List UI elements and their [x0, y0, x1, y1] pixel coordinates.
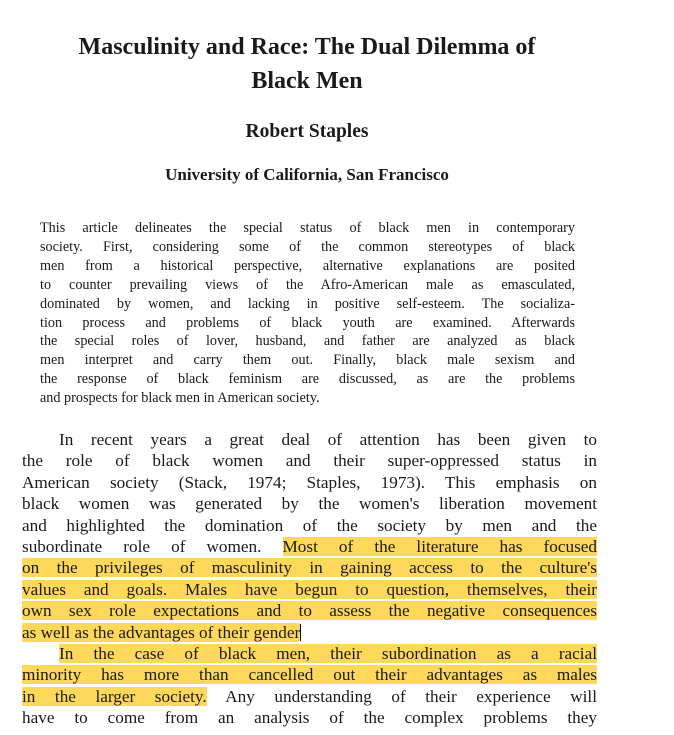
body-line	[22, 600, 597, 621]
body-line	[22, 686, 597, 707]
abstract-line: the response of black feminism are discussed, as are the problems	[40, 371, 575, 388]
article-title-line-1: Masculinity and Race: The Dual Dilemma of	[78, 34, 536, 60]
highlighted-text[interactable]: in the larger society.	[22, 686, 207, 706]
abstract-line: to counter prevailing views of the Afro-American male as emasculated,	[40, 276, 575, 293]
highlighted-text[interactable]: In the case of black men, their subordination as a racial	[59, 644, 597, 664]
body-line	[22, 536, 597, 557]
text-cursor	[300, 624, 301, 641]
author-affiliation: University of California, San Francisco	[165, 165, 449, 184]
abstract-line: men from a historical perspective, alternative explanations are posited	[40, 257, 575, 274]
highlighted-text[interactable]: Most of the literature has focused	[282, 537, 598, 557]
highlighted-text[interactable]: on the privileges of masculinity in gaining access to the culture's	[22, 558, 597, 578]
abstract-line: tion process and problems of black youth are examined. Afterwards	[40, 314, 575, 331]
highlighted-text[interactable]: as well as the advantages of their gender	[22, 622, 301, 642]
body-line: have to come from an analysis of the complex problems they	[22, 708, 597, 728]
abstract	[40, 219, 575, 408]
abstract-line: the special roles of lover, husband, and father are analyzed as black	[40, 333, 575, 350]
body-line: the role of black women and their super-oppressed status in	[22, 451, 597, 471]
body-line	[22, 643, 597, 664]
body-text	[22, 429, 597, 729]
article-title-line-2: Black Men	[251, 68, 363, 94]
body-line	[22, 579, 597, 600]
highlighted-text[interactable]: own sex role expectations and to assess the negative consequences	[22, 601, 597, 621]
body-text-plain: subordinate role of women.	[22, 537, 283, 557]
abstract-line: and prospects for black men in American society.	[40, 390, 320, 407]
body-line: and highlighted the domination of the society by men and the	[22, 515, 597, 535]
body-text-plain: Any understanding of their experience will	[206, 686, 597, 706]
abstract-line: dominated by women, and lacking in positive self-esteem. The socializa-	[40, 295, 575, 312]
abstract-line: society. First, considering some of the common stereotypes of black	[40, 238, 575, 255]
author-name: Robert Staples	[245, 121, 369, 142]
highlighted-text[interactable]: values and goals. Males have begun to question, themselves, their	[22, 579, 597, 599]
body-line	[22, 557, 597, 578]
abstract-line: men interpret and carry them out. Finally, black male sexism and	[40, 352, 575, 369]
body-line: American society (Stack, 1974; Staples, 1973). This emphasis on	[22, 472, 597, 492]
body-line: In recent years a great deal of attention has been given to	[59, 430, 597, 449]
article-title	[0, 30, 614, 98]
highlighted-text[interactable]: minority has more than cancelled out their advantages as males	[22, 665, 597, 685]
abstract-line: This article delineates the special status of black men in contemporary	[40, 220, 575, 236]
body-line	[22, 664, 597, 685]
body-line	[22, 622, 597, 643]
body-line: black women was generated by the women's liberation movement	[22, 494, 597, 514]
